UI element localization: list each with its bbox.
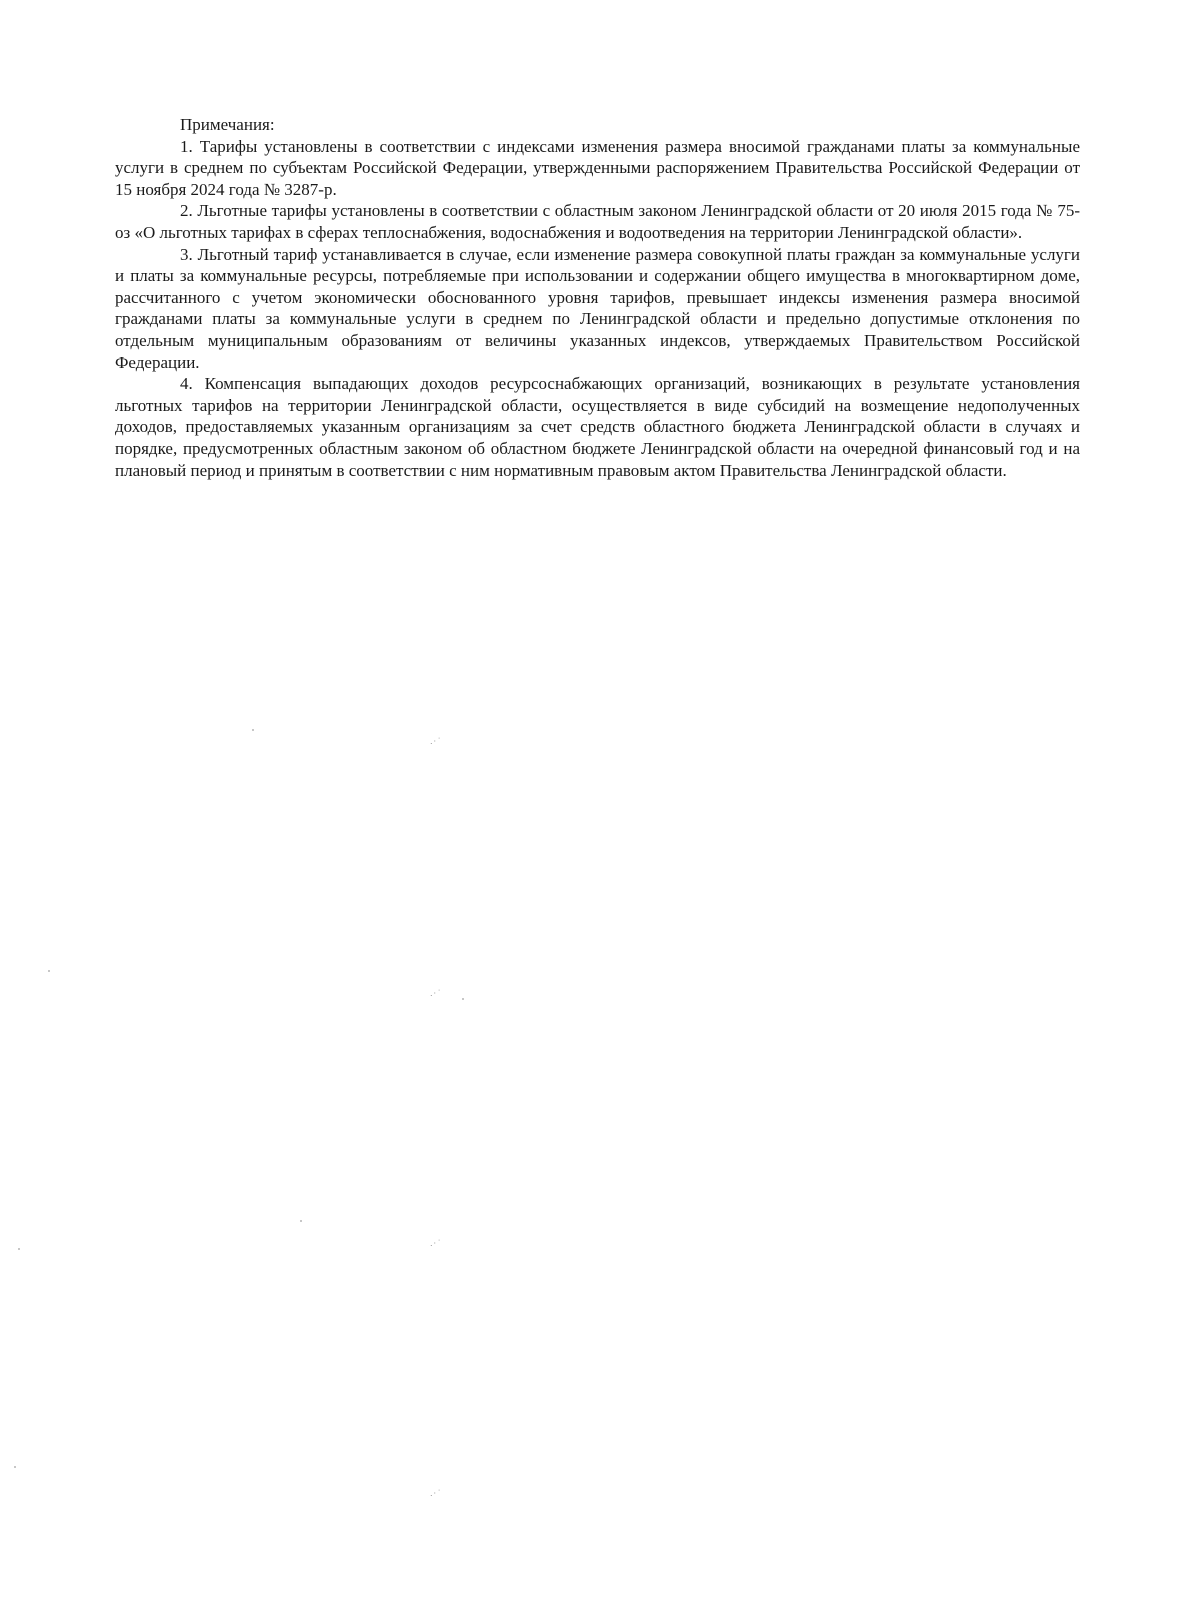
scan-dot (14, 1466, 16, 1468)
notes-section (115, 114, 1080, 481)
scan-dot (300, 1220, 302, 1222)
notes-heading: Примечания: (180, 115, 275, 134)
note-item-1: 1. Тарифы установлены в соответствии с индексами изменения размера вносимой гражданами платы за коммунальные услуги в среднем по субъектам Российской Федерации, утвержденными распоряжением Правительства Российской Федерации от 15 ноября 2024 года № 3287-р. (115, 136, 1080, 199)
scan-dot (252, 729, 254, 731)
scan-dot (18, 1248, 20, 1250)
scan-dot (462, 998, 464, 1000)
note-item-2: 2. Льготные тарифы установлены в соответствии с областным законом Ленинградской области от 20 июля 2015 года № 75-оз «О льготных тарифах в сферах теплоснабжения, водоснабжения и водоотведения на территории Ленинградской области». (115, 201, 1080, 242)
scan-dot (48, 970, 50, 972)
note-item-3: 3. Льготный тариф устанавливается в случае, если изменение размера совокупной платы граждан за коммунальные услуги и платы за коммунальные ресурсы, потребляемые при использовании и содержании общего имущества в многоквартирном доме, рассчитанного с учетом экономически обоснованного уровня тарифов, превышает индексы изменения размера вносимой гражданами платы за коммунальные услуги в среднем по Ленинградской области и предельно допустимые отклонения по отдельным муниципальным образованиям от величины указанных индексов, утверждаемых Правительством Российской Федерации. (115, 244, 1080, 372)
scan-speck: .·˙ (430, 989, 443, 998)
scan-speck: .·˙ (430, 1489, 443, 1498)
scan-speck: .·˙ (430, 737, 443, 746)
note-item-4: 4. Компенсация выпадающих доходов ресурсоснабжающих организаций, возникающих в результате установления льготных тарифов на территории Ленинградской области, осуществляется в виде субсидий на возмещение недополученных доходов, предоставляемых указанным организациям за счет средств областного бюджета Ленинградской области в случаях и порядке, предусмотренных областным законом об областном бюджете Ленинградской области на очередной финансовый год и на плановый период и принятым в соответствии с ним нормативным правовым актом Правительства Ленинградской области. (115, 374, 1080, 480)
scan-speck: .·˙ (430, 1239, 443, 1248)
